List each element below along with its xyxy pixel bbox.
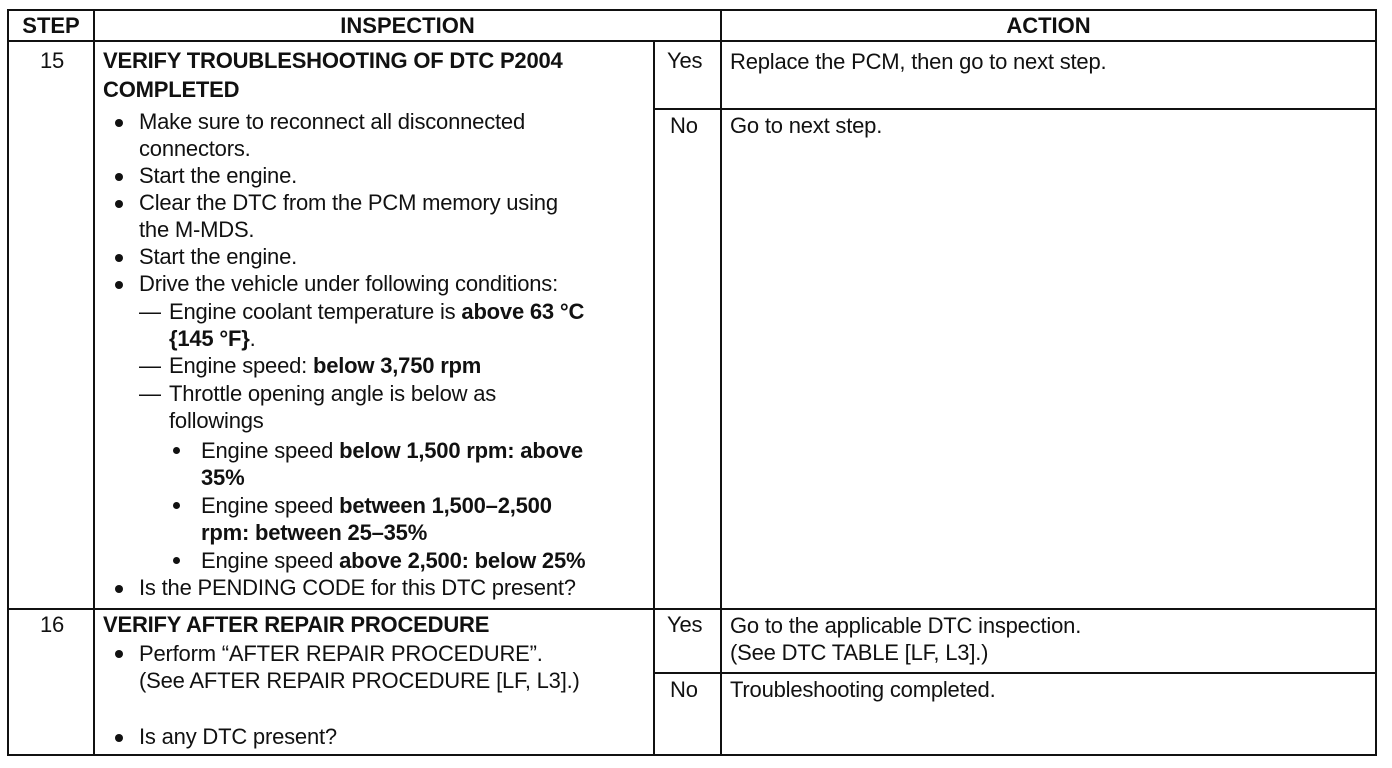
throttle-sub1-line2: 35% <box>201 465 245 490</box>
bullet-icon <box>173 502 180 509</box>
column-divider-yesno <box>653 41 655 756</box>
item-pending-code: Is the PENDING CODE for this DTC present? <box>139 575 576 600</box>
column-divider-step <box>93 9 95 756</box>
coolant-text: Engine coolant temperature is <box>169 299 462 324</box>
sub3-text: Engine speed <box>201 548 340 573</box>
bullet-icon <box>115 650 123 658</box>
throttle-sub3 <box>201 547 585 574</box>
speed-value: below 3,750 rpm <box>312 353 482 378</box>
row16-title: VERIFY AFTER REPAIR PROCEDURE <box>103 612 490 637</box>
header-action: ACTION <box>1006 13 1091 38</box>
row15-no-action: Go to next step. <box>730 113 883 138</box>
item-clear-dtc-line2: the M-MDS. <box>139 217 255 242</box>
condition-throttle-line2: followings <box>169 408 264 433</box>
row16-yes-action-line1: Go to the applicable DTC inspection. <box>730 613 1082 638</box>
row15-yes-label: Yes <box>667 48 703 73</box>
row16-yes-action-line2: (See DTC TABLE [LF, L3].) <box>730 640 989 665</box>
condition-coolant-line2 <box>169 325 256 352</box>
header-divider <box>7 40 1377 42</box>
coolant-value-f: {145 °F} <box>169 326 250 351</box>
item-start-engine-1: Start the engine. <box>139 163 298 188</box>
item-start-engine-2: Start the engine. <box>139 244 298 269</box>
condition-coolant-line1 <box>169 298 584 325</box>
throttle-sub2-line1 <box>201 492 552 519</box>
sub1-value: below 1,500 rpm: above <box>339 438 583 463</box>
header-step: STEP <box>22 13 80 38</box>
header-inspection: INSPECTION <box>340 13 475 38</box>
sub1-text: Engine speed <box>201 438 340 463</box>
sub2-value: between 1,500–2,500 <box>339 493 552 518</box>
item-reconnect-line1: Make sure to reconnect all disconnected <box>139 109 525 134</box>
dash-icon: — <box>139 353 161 378</box>
step-number-15: 15 <box>40 48 65 73</box>
bullet-icon <box>115 254 123 262</box>
row16-no-action: Troubleshooting completed. <box>730 677 996 702</box>
bullet-icon <box>173 447 180 454</box>
throttle-sub1-line1 <box>201 437 583 464</box>
sub2-text: Engine speed <box>201 493 340 518</box>
row15-yes-action: Replace the PCM, then go to next step. <box>730 49 1107 74</box>
row-divider <box>7 608 1377 610</box>
bullet-icon <box>115 585 123 593</box>
bullet-icon <box>115 173 123 181</box>
item-reconnect-line2: connectors. <box>139 136 251 161</box>
row15-title-line2: COMPLETED <box>103 77 240 102</box>
condition-engine-speed <box>169 352 481 379</box>
throttle-sub2-line2: rpm: between 25–35% <box>201 520 428 545</box>
item-see-after-repair: (See AFTER REPAIR PROCEDURE [LF, L3].) <box>139 668 580 693</box>
dash-icon: — <box>139 299 161 324</box>
bullet-icon <box>115 119 123 127</box>
coolant-period: . <box>249 326 256 351</box>
item-drive-conditions: Drive the vehicle under following conditions: <box>139 271 559 296</box>
sub3-value: above 2,500: below 25% <box>339 548 586 573</box>
bullet-icon <box>115 200 123 208</box>
row15-title-line1: VERIFY TROUBLESHOOTING OF DTC P2004 <box>103 48 563 73</box>
bullet-icon <box>115 734 123 742</box>
bullet-icon <box>173 557 180 564</box>
row15-yes-no-divider <box>653 108 1377 110</box>
row16-yes-no-divider <box>653 672 1377 674</box>
item-any-dtc: Is any DTC present? <box>139 724 337 749</box>
coolant-value: above 63 °C <box>461 299 585 324</box>
table-border-left <box>7 9 9 756</box>
column-divider-action <box>720 9 722 756</box>
bullet-icon <box>115 281 123 289</box>
speed-text: Engine speed: <box>169 353 313 378</box>
row16-yes-label: Yes <box>667 612 703 637</box>
table-border-bottom <box>7 754 1377 756</box>
table-border-right <box>1375 9 1377 756</box>
step-number-16: 16 <box>40 612 65 637</box>
item-perform-after-repair: Perform “AFTER REPAIR PROCEDURE”. <box>139 641 543 666</box>
dash-icon: — <box>139 381 161 406</box>
row16-no-label: No <box>670 677 698 702</box>
condition-throttle-line1: Throttle opening angle is below as <box>169 381 497 406</box>
row15-no-label: No <box>670 113 698 138</box>
table-border-top <box>7 9 1377 11</box>
item-clear-dtc-line1: Clear the DTC from the PCM memory using <box>139 190 558 215</box>
